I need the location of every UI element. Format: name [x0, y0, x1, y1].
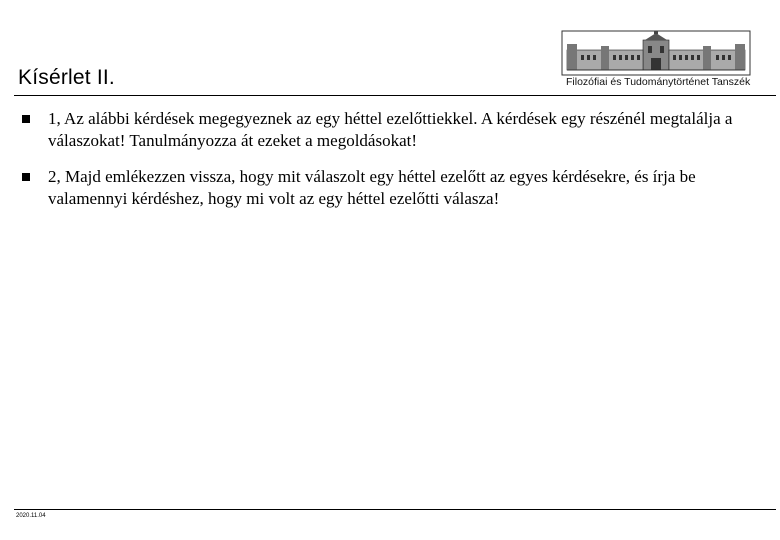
- square-bullet-icon: [22, 173, 30, 181]
- slide-title: Kísérlet II.: [18, 66, 115, 89]
- footer-divider: [14, 509, 776, 510]
- bullet-item: [20, 166, 760, 210]
- title-divider: [14, 95, 776, 96]
- bullet-text: 2, Majd emlékezzen vissza, hogy mit válaszolt egy héttel ezelőtt az egyes kérdésekre, és írja be valamennyi kérdéshez, hogy mi volt az egy héttel ezelőtti válasza!: [48, 167, 696, 208]
- square-bullet-icon: [22, 115, 30, 123]
- footer-date: 2020.11.04: [16, 513, 46, 519]
- bullet-text: 1, Az alábbi kérdések megegyeznek az egy héttel ezelőttiekkel. A kérdések egy részénél megtalálja a válaszokat! Tanulmányozza át ezeket a megoldásokat!: [48, 109, 733, 150]
- logo-caption: Filozófiai és Tudománytörténet Tanszék: [566, 76, 751, 88]
- bullet-list: [20, 108, 760, 224]
- bullet-item: [20, 108, 760, 152]
